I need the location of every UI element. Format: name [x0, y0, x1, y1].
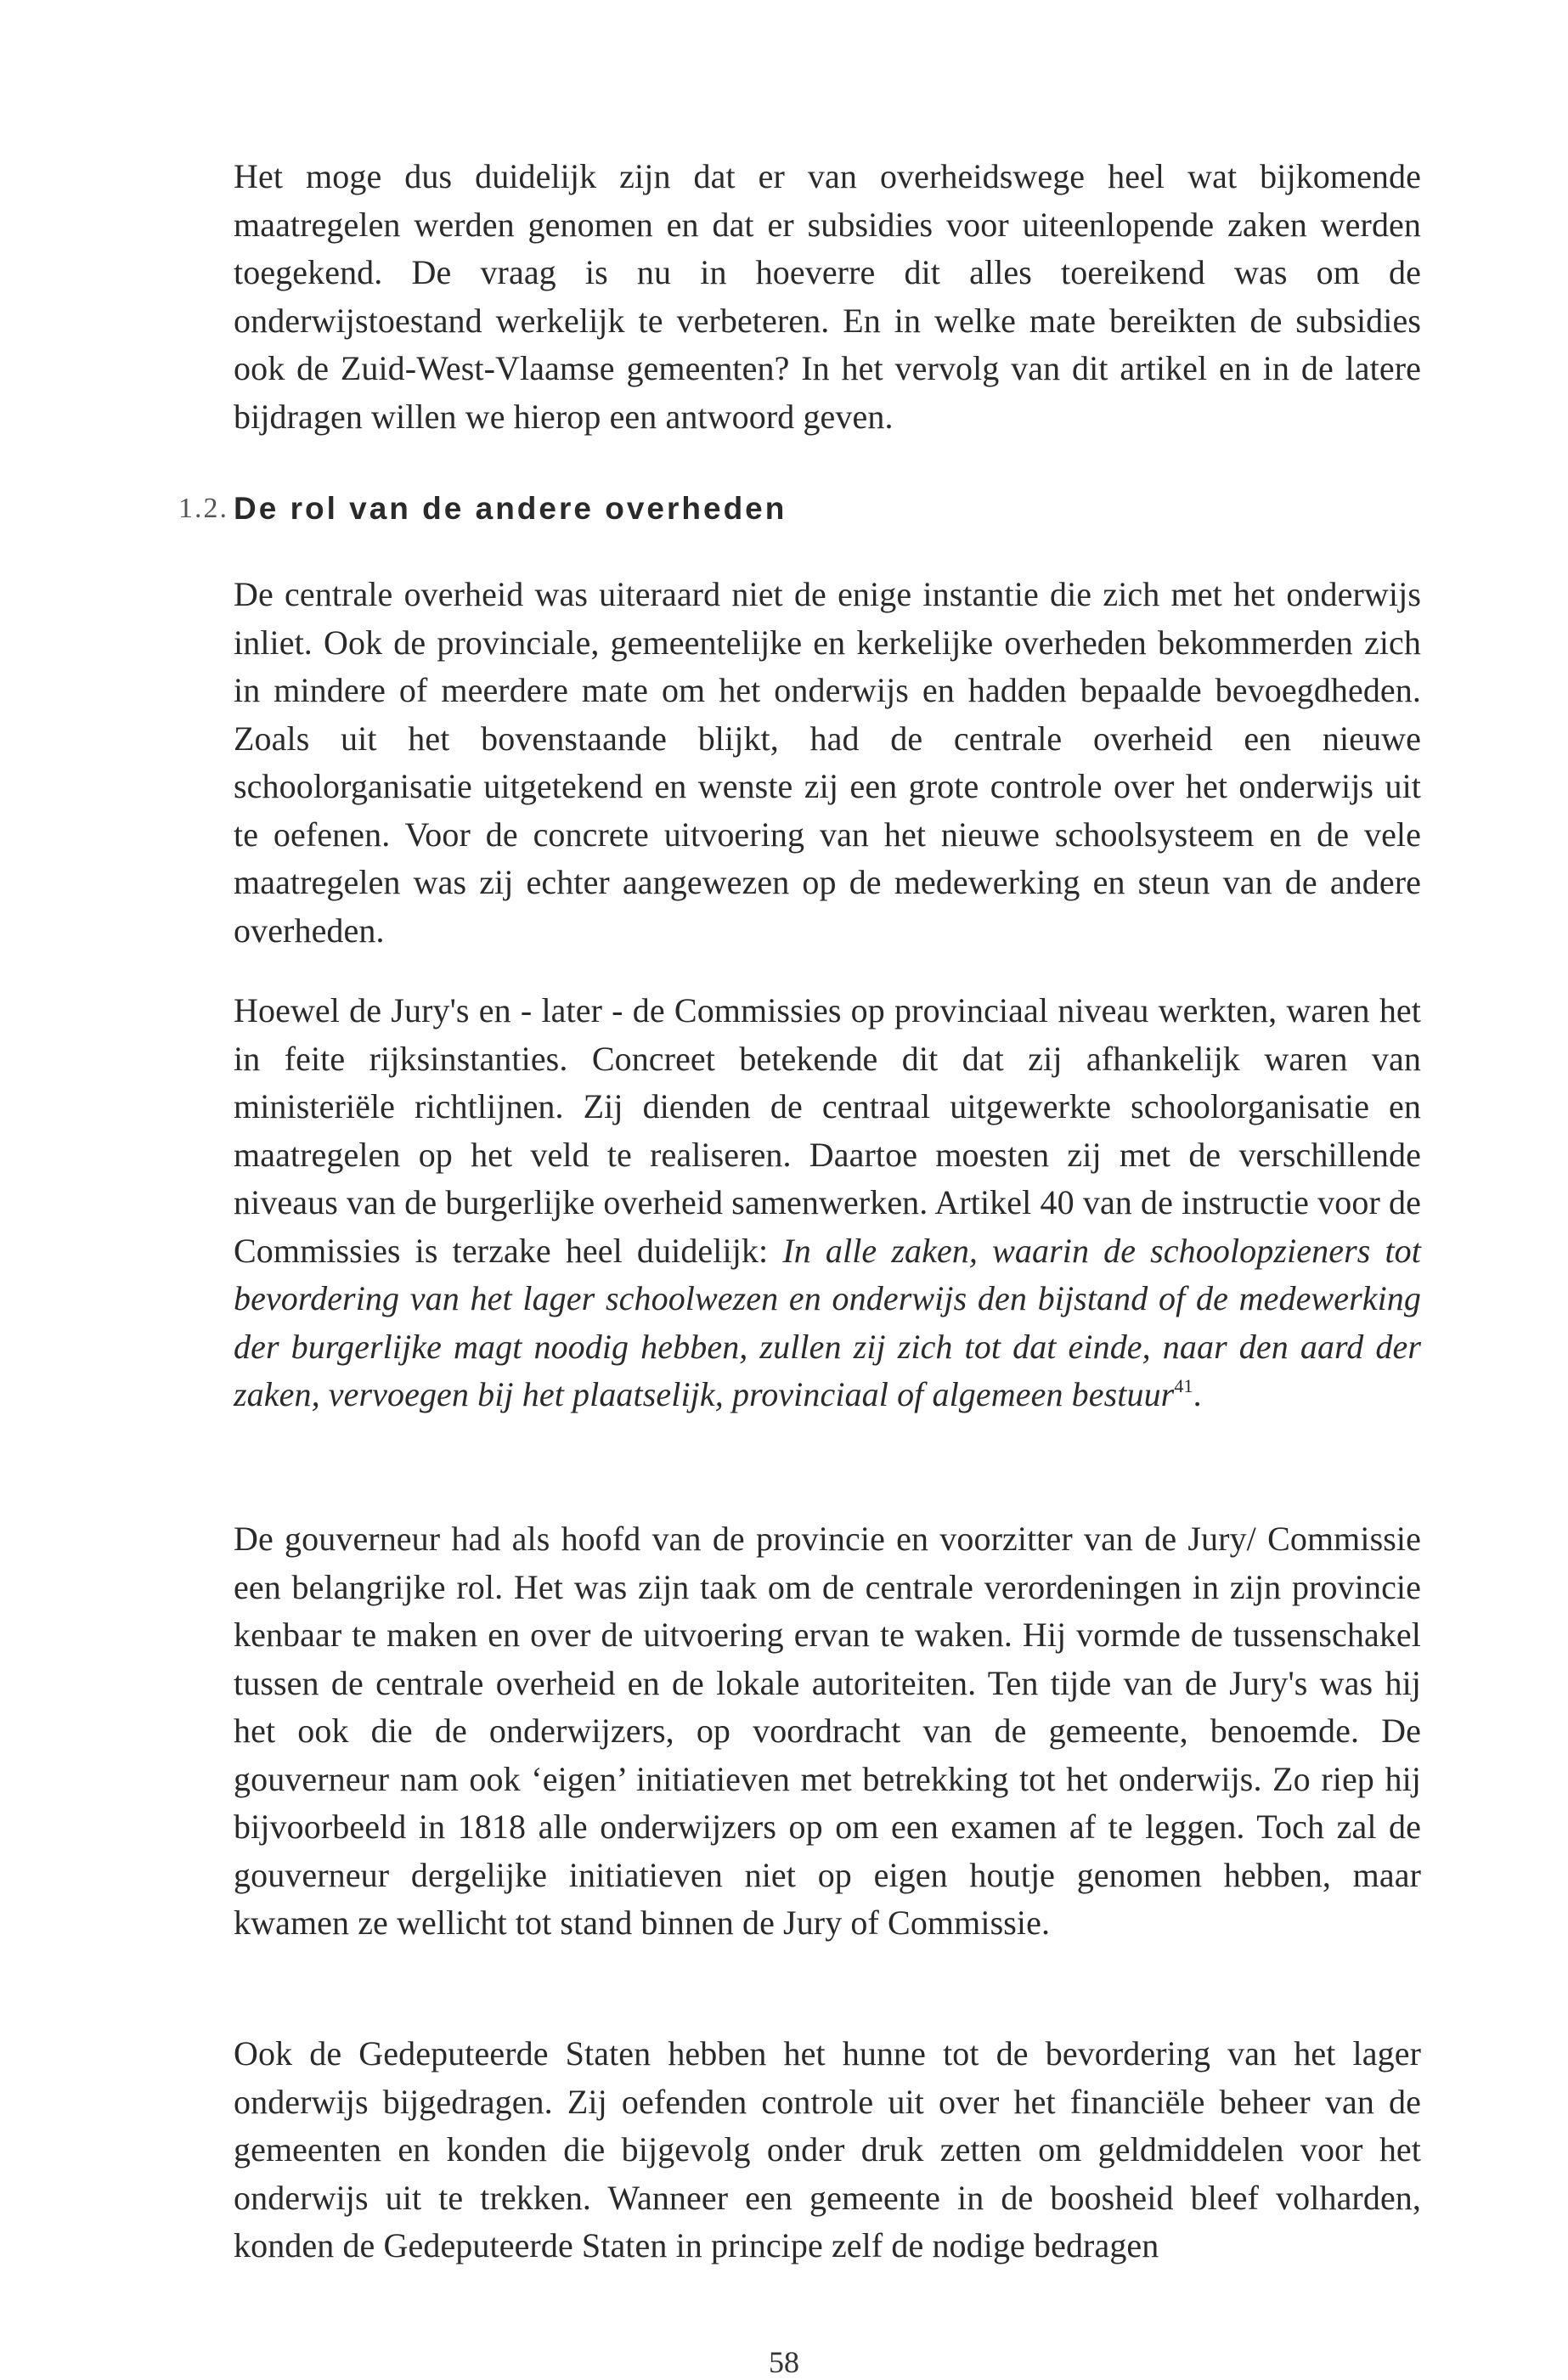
- paragraph-end: .: [1193, 1375, 1202, 1413]
- paragraph-text: [234, 987, 1421, 1419]
- section-heading: De rol van de andere overheden: [234, 491, 787, 526]
- section-number: 1.2.: [178, 493, 228, 524]
- paragraph-text: Het moge dus duidelijk zijn dat er van overheidswege heel wat bijkomende maatregelen werden genomen en dat er subsidies voor uiteenlopende zaken werden toegekend. De vraag is nu in hoeverre dit alles toereikend was om de onderwijstoestand werkelijk te verbeteren. En in welke mate bereikten de subsidies ook de Zuid-West-Vlaamse gemeenten? In het vervolg van dit artikel en in de latere bijdragen willen we hierop een antwoord geven.: [234, 157, 1421, 436]
- paragraph-4: [234, 1515, 1421, 1948]
- page-number: 58: [769, 2345, 799, 2379]
- paragraph-text: Ook de Gedeputeerde Staten hebben het hunne tot de bevordering van het lager onderwijs bijgedragen. Zij oefenden controle uit over het financiële beheer van de gemeenten en konden die bijgevolg onder druk zetten om geldmiddelen voor het onderwijs uit te trekken. Wanneer een gemeente in de boosheid bleef volharden, konden de Gedeputeerde Staten in principe zelf de nodige bedragen: [234, 2034, 1421, 2264]
- paragraph-3: [234, 987, 1421, 1419]
- paragraph-2: [234, 571, 1421, 955]
- footnote-marker: 41: [1174, 1375, 1193, 1396]
- quotation-italic: In alle zaken, waarin de schoolopzieners tot bevordering van het lager schoolwezen en onderwijs den bijstand of de medewerking der burgerlijke magt noodig hebben, zullen zij zich tot dat einde, naar den aard der zaken, vervoegen bij het plaatselijk, provinciaal of algemeen bestuur: [234, 1231, 1421, 1413]
- paragraph-normal-text: Hoewel de Jury's en - later - de Commissies op provinciaal niveau werkten, waren het in feite rijksinstanties. Concreet betekende dit dat zij afhankelijk waren van ministeriële richtlijnen. Zij dienden de centraal uitgewerkte schoolorganisatie en maatregelen op het veld te realiseren. Daartoe moesten zij met de verschillende niveaus van de burgerlijke overheid samenwerken. Artikel 40 van de instructie voor de Commissies is terzake heel duidelijk:: [234, 991, 1421, 1270]
- paragraph-text: De gouverneur had als hoofd van de provincie en voorzitter van de Jury/ Commissie een belangrijke rol. Het was zijn taak om de centrale verordeningen in zijn provincie kenbaar te maken en over de uitvoering ervan te waken. Hij vormde de tussenschakel tussen de centrale overheid en de lokale autoriteiten. Ten tijde van de Jury's was hij het ook die de onderwijzers, op voordracht van de gemeente, benoemde. De gouverneur nam ook ‘eigen’ initiatieven met betrekking tot het onderwijs. Zo riep hij bijvoorbeeld in 1818 alle onderwijzers op om een examen af te leggen. Toch zal de gouverneur dergelijke initiatieven niet op eigen houtje genomen hebben, maar kwamen ze wellicht tot stand binnen de Jury of Commissie.: [234, 1520, 1421, 1942]
- paragraph-5: [234, 2030, 1421, 2270]
- paragraph-text: De centrale overheid was uiteraard niet de enige instantie die zich met het onderwijs inliet. Ook de provinciale, gemeentelijke en kerkelijke overheden bekommerden zich in mindere of meerdere mate om het onderwijs en hadden bepaalde bevoegdheden. Zoals uit het bovenstaande blijkt, had de centrale overheid een nieuwe schoolorganisatie uitgetekend en wenste zij een grote controle over het onderwijs uit te oefenen. Voor de concrete uitvoering van het nieuwe schoolsysteem en de vele maatregelen was zij echter aangewezen op de medewerking en steun van de andere overheden.: [234, 575, 1421, 950]
- paragraph-1: [234, 153, 1421, 441]
